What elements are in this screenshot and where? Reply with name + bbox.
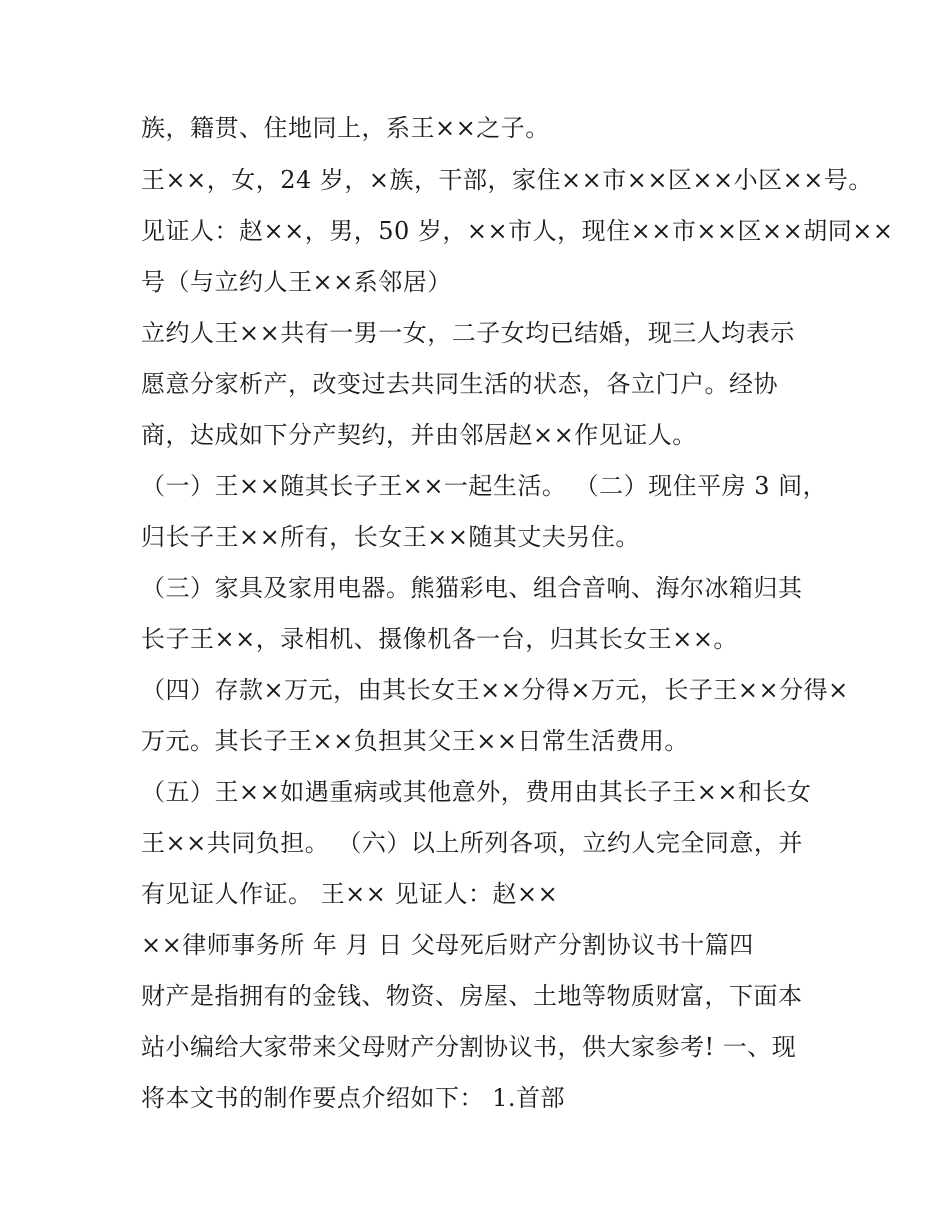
text-line-9: 归长子王××所有，长女王××随其丈夫另住。 <box>141 523 640 551</box>
text-line-4: 号（与立约人王××系邻居） <box>141 268 452 296</box>
text-line-18: 财产是指拥有的金钱、物资、房屋、土地等物质财富，下面本 <box>141 982 803 1010</box>
text-line-16: 有见证人作证。 王×× 见证人：赵×× <box>141 880 559 908</box>
text-line-6: 愿意分家析产，改变过去共同生活的状态，各立门户。经协 <box>141 370 778 398</box>
text-line-5: 立约人王××共有一男一女，二子女均已结婚，现三人均表示 <box>141 319 795 347</box>
text-line-7: 商，达成如下分产契约，并由邻居赵××作见证人。 <box>141 421 697 449</box>
text-line-2: 王××，女，24 岁，×族，干部，家住××市××区××小区××号。 <box>141 166 873 194</box>
text-line-19: 站小编给大家带来父母财产分割协议书，供大家参考! 一、现 <box>141 1033 797 1061</box>
text-line-1: 族，籍贯、住地同上，系王××之子。 <box>141 114 550 142</box>
text-line-3: 见证人：赵××，男，50 岁，××市人，现住××市××区××胡同×× <box>141 217 894 245</box>
text-line-11: 长子王××，录相机、摄像机各一台，归其长女王××。 <box>141 625 738 653</box>
text-line-12: （四）存款×万元，由其长女王××分得×万元，长子王××分得× <box>141 676 849 704</box>
text-line-8: （一）王××随其长子王××一起生活。 （二）现住平房 3 间， <box>141 472 828 500</box>
text-line-10: （三）家具及家用电器。熊猫彩电、组合音响、海尔冰箱归其 <box>141 574 803 602</box>
text-line-13: 万元。其长子王××负担其父王××日常生活费用。 <box>141 727 689 755</box>
text-line-15: 王××共同负担。 （六）以上所列各项，立约人完全同意，并 <box>141 829 803 857</box>
text-line-14: （五）王××如遇重病或其他意外，费用由其长子王××和长女 <box>141 778 812 806</box>
text-line-20: 将本文书的制作要点介绍如下： 1.首部 <box>141 1084 566 1112</box>
text-line-17: ××律师事务所 年 月 日 父母死后财产分割协议书十篇四 <box>141 931 754 959</box>
